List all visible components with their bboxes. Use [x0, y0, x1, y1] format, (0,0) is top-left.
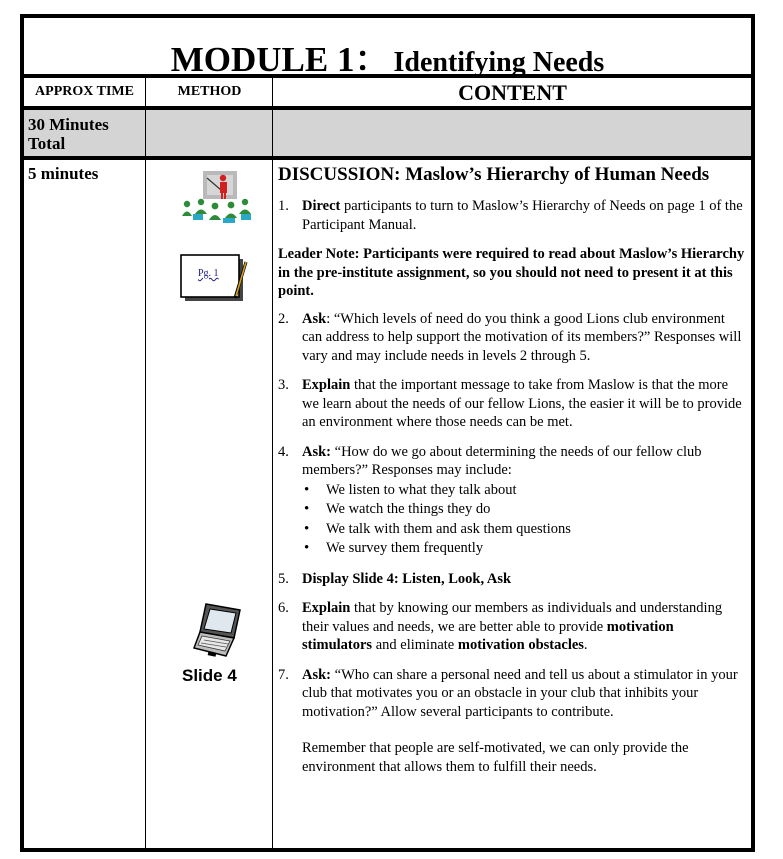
item-number: 3.: [278, 377, 289, 393]
list-item: [278, 197, 746, 234]
item-number: 1.: [278, 198, 289, 214]
column-divider: [272, 110, 273, 156]
content-cell: [278, 162, 746, 787]
row-time: 5 minutes: [28, 164, 99, 183]
bullet-item: • We survey them frequently: [302, 539, 746, 559]
item-number: 6.: [278, 600, 289, 616]
header-approx-time: APPROX TIME: [35, 84, 134, 99]
leader-note: Leader Note: Participants were required to read about Maslow’s Hierarchy in the pre-institute assignment, so you should not need to present it at this point.: [278, 246, 745, 299]
list-item: [278, 570, 746, 589]
item-text: that the important message to take from Maslow is that the more we learn about the needs of our fellow Lions, the easier it will be to provide an environment where those needs can be met.: [302, 377, 742, 430]
module-title: MODULE 1：: [170, 40, 390, 79]
discussion-heading: DISCUSSION: Maslow’s Hierarchy of Human Needs: [278, 164, 710, 185]
list-item: [278, 599, 746, 655]
item-lead: Ask:: [302, 666, 332, 683]
table-row: [20, 160, 755, 852]
bullet-item: • We watch the things they do: [302, 500, 746, 520]
item-lead: Ask: [302, 310, 327, 327]
column-divider: [145, 110, 146, 156]
list-item: [278, 376, 746, 432]
item-number: 5.: [278, 570, 289, 587]
closing-remark: Remember that people are self-motivated, we can only provide the environment that allows them to fulfill their needs.: [302, 740, 689, 775]
laptop-icon: [192, 600, 244, 662]
manual-page-icon: [180, 254, 244, 302]
column-divider: [145, 160, 146, 848]
total-time-row: [20, 110, 755, 160]
item-number: 2.: [278, 310, 289, 327]
list-item: [278, 310, 746, 366]
list-item: [278, 443, 746, 559]
column-divider: [272, 160, 273, 848]
item-text: that by knowing our members as individuals and understanding their values and needs, we are better able to provide: [302, 600, 723, 635]
item-text: .: [583, 637, 588, 653]
manual-page-label: Pg. 1: [198, 268, 219, 279]
item-lead: Direct: [302, 198, 341, 214]
total-time: 30 Minutes Total: [28, 115, 109, 153]
item-text: “Who can share a personal need and tell us about a stimulator in your club that motivates you or an obstacle in your club that inhibits your motivation?” Allow several participants to contribute.: [302, 666, 738, 720]
table-header-row: [20, 78, 755, 110]
item-text: and eliminate: [372, 637, 458, 653]
item-lead: Explain: [302, 377, 351, 393]
item-lead: Explain: [302, 600, 351, 616]
item-lead: Ask:: [302, 443, 332, 460]
slide-label: Slide 4: [182, 666, 237, 685]
module-title-bar: [20, 14, 755, 78]
header-method: METHOD: [145, 78, 273, 106]
item-text: participants to turn to Maslow’s Hierarchy of Needs on page 1 of the Participant Manual.: [302, 198, 743, 233]
header-content: CONTENT: [272, 78, 752, 106]
item-text: “How do we go about determining the needs of our fellow club members?” Responses may include:: [302, 443, 702, 478]
item-lead: Display Slide 4: Listen, Look, Ask: [302, 570, 512, 587]
item-emphasis: motivation stimulators: [302, 618, 674, 653]
response-bullets: [302, 481, 746, 559]
list-item: [278, 666, 746, 777]
module-subtitle: Identifying Needs: [393, 47, 605, 78]
bullet-item: • We listen to what they talk about: [302, 481, 746, 501]
item-text: : “Which levels of need do you think a good Lions club environment can address to help support the motivation of its members?” Responses will vary and may include needs in levels 2 through 5.: [302, 310, 742, 364]
presenter-group-icon: [179, 168, 257, 224]
item-number: 7.: [278, 666, 289, 683]
bullet-item: • We talk with them and ask them questions: [302, 520, 746, 540]
item-emphasis: motivation obstacles: [457, 637, 584, 653]
item-number: 4.: [278, 443, 289, 460]
